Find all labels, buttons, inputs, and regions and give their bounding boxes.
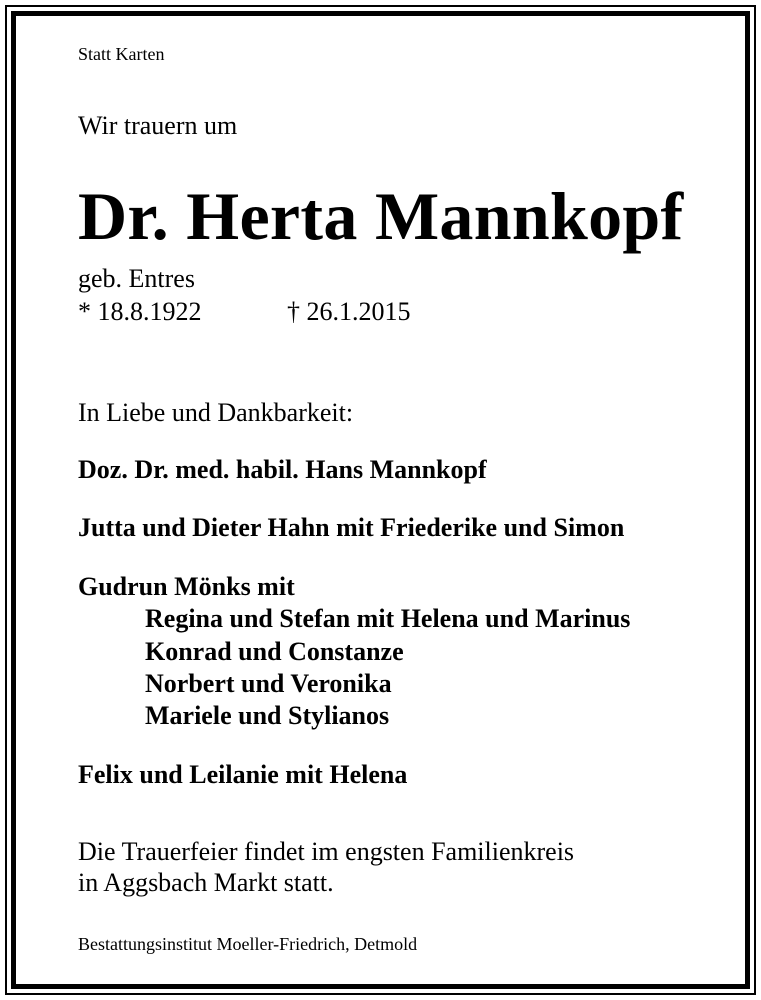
mourner-4: Felix und Leilanie mit Helena — [78, 760, 408, 789]
header-text: Statt Karten — [78, 44, 165, 64]
intro-text: Wir trauern um — [78, 111, 238, 140]
mourner-3-child: Regina und Stefan mit Helena und Marinus — [145, 604, 631, 633]
maiden-name: geb. Entres — [78, 264, 195, 293]
mourner-3-child: Norbert und Veronika — [145, 669, 392, 698]
birth-date: * 18.8.1922 — [78, 297, 202, 326]
deceased-name: Dr. Herta Mannkopf — [78, 178, 684, 254]
mourner-3-child: Mariele und Stylianos — [145, 701, 390, 730]
mourner-1: Doz. Dr. med. habil. Hans Mannkopf — [78, 455, 487, 484]
ceremony-line-2: in Aggsbach Markt statt. — [78, 868, 334, 897]
ceremony-line-1: Die Trauerfeier findet im engsten Familienkreis — [78, 837, 575, 866]
mourner-3: Gudrun Mönks mit — [78, 572, 295, 601]
mourner-2: Jutta und Dieter Hahn mit Friederike und Simon — [78, 513, 625, 542]
funeral-home: Bestattungsinstitut Moeller-Friedrich, Detmold — [78, 934, 418, 954]
gratitude-line: In Liebe und Dankbarkeit: — [78, 398, 354, 427]
mourner-3-child: Konrad und Constanze — [145, 637, 404, 666]
death-date: † 26.1.2015 — [287, 297, 411, 326]
